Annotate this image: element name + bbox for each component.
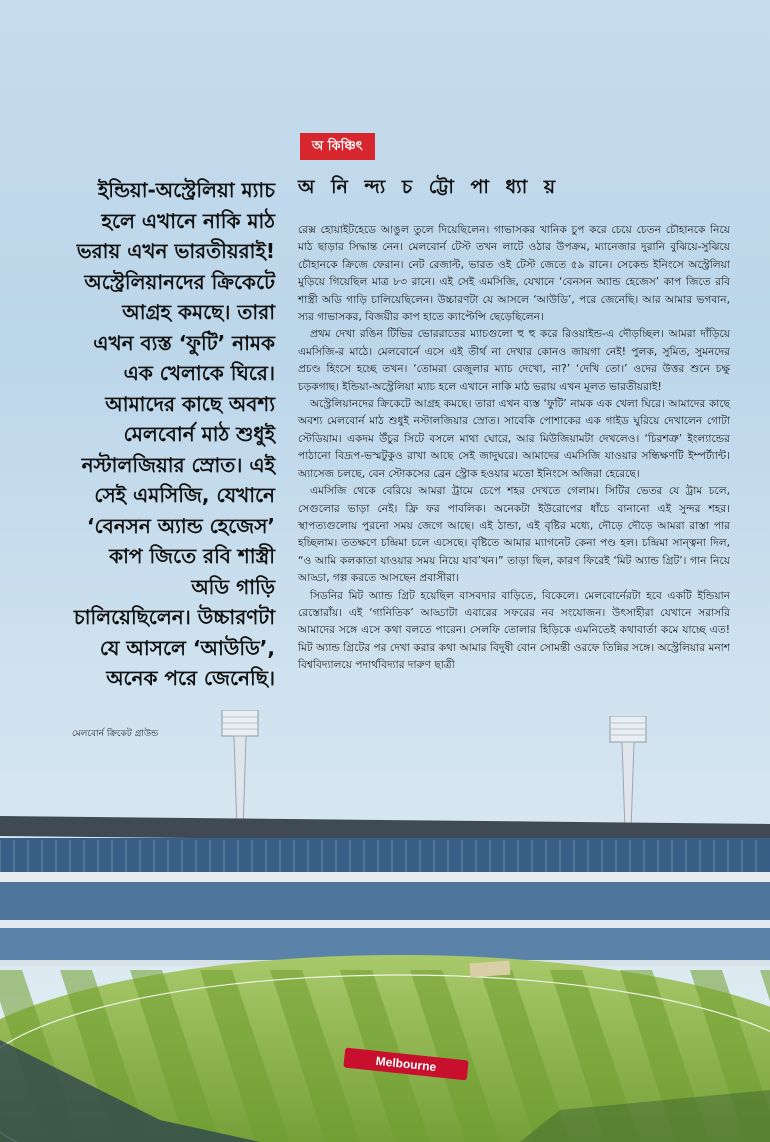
ground-banner: Melbourne bbox=[375, 1053, 437, 1075]
stadium-photo bbox=[0, 810, 770, 1142]
article-paragraph: রেক্স হোয়াইটহেডে আঙুল তুলে দিয়েছিলেন। গাভাসকর খানিক চুপ করে চেয়ে চেতন চৌহানকে নিয়ে মাঠ ছাড়ার সিদ্ধান্ত নেন। মেলবোর্ন টেস্ট তখন লাটে ওঠার উপক্রম, ম্যানেজার দুরানি বুঝিয়ে-সুঝিয়ে চৌহানকে ক্রিজে ফেরান। নেট রেজাল্ট, ভারত ওই টেস্ট জেতে ৫৯ রানে। সেকেন্ড ইনিংসে অস্ট্রেলিয়া মুড়িয়ে গিয়েছিল মাত্র ৮৩ রানে। এই সেই এমসিজি, যেখানে ‘বেনসন অ্যান্ড হেজেস’ কাপ জিতে রবি শাস্ত্রী অডি গাড়ি চালিয়েছিলেন। উচ্চারণটা যে আসলে ‘আউডি’, পরে জেনেছি। আর আমার ভগবান, স্যর গাভাসকর, বিজয়ীর কাপ হাতে ক্যাপ্টেন্সি ছেড়েছিলেন। bbox=[298, 224, 730, 324]
pull-quote-line: আমাদের কাছে অবশ্য bbox=[105, 391, 275, 416]
article-paragraph: অস্ট্রেলিয়ানদের ক্রিকেটে আগ্রহ কমছে। তারা এখন ব্যস্ত ‘ফুটি’ নামক এক খেলা ঘিরে। আমাদের কাছে অবশ্য মেলবোর্ন মাঠ শুধুই নস্টালজিয়ার স্রোত। সাবেকি পোশাকের এক গাইড ঘুরিয়ে দেখালেন গোটা স্টেডিয়াম। একদম উঁচুর সিটে বসলে মাথা ঘোরে, আর মিউজিয়ামটা দেখলেও। ‘চিরশত্রু’ ইংল্যান্ডের পাঠানো বিদ্রূপ-ভস্মটুকুও রাখা আছে সেই জাদুঘরে। আমাদের এমসিজি যাওয়ার সন্ধিক্ষণটি ইম্পর্ট্যান্ট। অ্যাসেজ চলছে, বেন স্টোকসের ব্রেন স্ট্রোক হওয়ার মতো ইনিংসে অজিরা হেরেছে। bbox=[298, 398, 730, 480]
pull-quote-line: মেলবোর্ন মাঠ শুধুই bbox=[123, 422, 275, 446]
pull-quote-line: কাপ জিতে রবি শাস্ত্রী bbox=[109, 544, 275, 568]
pull-quote-line: ভরায় এখন ভারতীয়রাই! bbox=[76, 239, 275, 263]
pull-quote-line: যে আসলে ‘আউডি’, bbox=[99, 635, 275, 660]
article-body bbox=[298, 222, 730, 675]
pull-quote-line: অস্ট্রেলিয়ানদের ক্রিকেটে bbox=[84, 269, 275, 294]
article-paragraph: প্রথম দেখা রঙিন টিভির ভোররাতের ম্যাচগুলো হু হু করে রিওয়াইন্ড-এ দৌড়চ্ছিল। আমরা দাঁড়িয়ে এমসিজি-র মাঠে। মেলবোর্নে এসে এই তীর্থ না দেখার কোনও জায়গা নেই! পুলক, সুমিত, সুমনদের প্রচণ্ড হিংসে হচ্ছে তখন। ‘তোমরা রেজুলার ম্যাচ দেখো, না?’ ‘দেখি তো।’ ওদের উত্তর শুনে চক্ষু চড়কগাছ। ইন্ডিয়া-অস্ট্রেলিয়া ম্যাচ হলে এখানে নাকি মাঠ ভরায় এখন মূলত ভারতীয়রাই! bbox=[298, 328, 730, 393]
pull-quote-line: অনেক পরে জেনেছি। bbox=[106, 666, 275, 690]
article-paragraph: সিডনির মিট অ্যান্ড গ্রিট হয়েছিল বাসবদার বাড়িতে, বিকেলে। মেলবোর্নেরটা হবে একটি ইন্ডিয়ান রেস্তোরাঁয়। এই ‘গানিতিক’ আড্ডাটা এবারের সফরের নব সংযোজন। উৎসাহীরা যেখানে সরাসরি আমাদের সঙ্গে এসে কথা বলতে পারেন। সেলফি তোলার হিড়িকে এমনিতেই কথাবার্তা কমে যাচ্ছে এত! মিট অ্যান্ড গ্রিটের পর দেখা করার কথা আমার বিদুষী বোন সোমন্তী ওরফে তিন্নির সঙ্গে। অস্ট্রেলিয়ার মনাশ বিশ্ববিদ্যালয়ে পদার্থবিদ্যার দারুণ ছাত্রী bbox=[298, 589, 730, 672]
pull-quote-line: এক খেলাকে ঘিরে। bbox=[123, 361, 275, 385]
pull-quote bbox=[30, 175, 275, 694]
pull-quote-line: আগ্রহ কমছে। তারা bbox=[122, 300, 275, 324]
pull-quote-line: সেই এমসিজি, যেখানে bbox=[94, 483, 275, 507]
pull-quote-line: হলে এখানে নাকি মাঠ bbox=[101, 208, 275, 233]
pull-quote-line: ‘বেনসন অ্যান্ড হেজেস’ bbox=[86, 513, 275, 538]
section-kicker: অ কিঞ্চিৎ bbox=[300, 133, 375, 160]
article-paragraph: এমসিজি থেকে বেরিয়ে আমরা ট্রামে চেপে শহর দেখতে গেলাম। সিটির ভেতর যে ট্রাম চলে, সেগুলোর ভাড়া নেই। ফ্রি ফর পাবলিক। অনেকটা ইউরোপের ধাঁচে বানানো এই সুন্দর শহর। স্থাপত্যগুলোয় পুরনো সময় জেগে আছে। এই ঠান্ডা, এই বৃষ্টির মধ্যে, দৌড়ে দৌড়ে আমরা রাস্তা পার হচ্ছিলাম। ততক্ষণে চন্দ্রিমা চলে এসেছে। বৃষ্টিতে আমার ম্যাগনেট কেনা পণ্ড হল। চন্দ্রিমা সান্ত্বনা দিল, “ও আমি কলকাতা যাওয়ার সময় নিয়ে যাব’খন।” তাড়া ছিল, কারণ ফিরেই ‘মিট অ্যান্ড গ্রিট’। গান নিয়ে আড্ডা, গল্প করতে আসছেন প্রবাসীরা। bbox=[298, 485, 730, 585]
pull-quote-line: নস্টালজিয়ার স্রোত। এই bbox=[81, 452, 275, 477]
photo-caption: মেলবোর্ন ক্রিকেট গ্রাউন্ড bbox=[72, 729, 159, 739]
pull-quote-line: এখন ব্যস্ত ‘ফুটি’ নামক bbox=[93, 330, 275, 355]
pull-quote-line: ইন্ডিয়া-অস্ট্রেলিয়া ম্যাচ bbox=[97, 178, 275, 202]
author-byline: অ নি ন্দ্য চ ট্টো পা ধ্যা য় bbox=[298, 176, 561, 198]
pull-quote-line: অডি গাড়ি bbox=[191, 574, 275, 599]
pull-quote-line: চালিয়েছিলেন। উচ্চারণটা bbox=[73, 605, 275, 629]
